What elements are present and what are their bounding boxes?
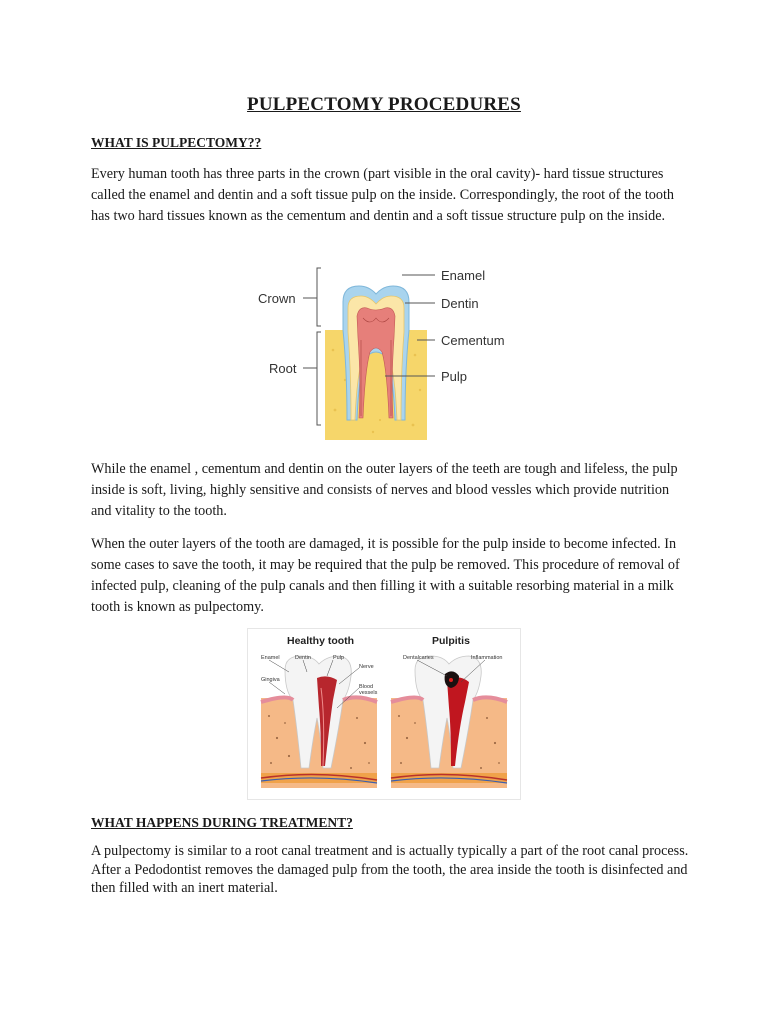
dentin-small-label: Dentin [295,655,311,661]
pulp-small-label: Pulp [333,655,345,661]
paragraph-tooth-parts: Every human tooth has three parts in the crown (part visible in the oral cavity)- hard tissue structures called the enamel and dentin and a soft tissue pulp on the inside. Correspondingly, the root of the tooth has two hard tissues known as the cementum and dentin and a soft tissue structure pulp on the inside. [91,166,675,224]
inflammation-label: Inflammation [471,655,503,661]
gingiva-label: Gingiva [261,677,280,683]
cementum-label: Cementum [441,333,505,348]
dentin-label: Dentin [441,296,479,311]
healthy-tooth-title: Healthy tooth [287,635,355,647]
blood-vessels-label-line2: vessels [359,690,378,696]
pulpitis-title: Pulpitis [432,635,470,647]
pulp-label: Pulp [441,369,468,384]
section-heading-what-is-pulpectomy: WHAT IS PULPECTOMY?? [91,135,262,150]
crown-label: Crown [258,291,296,306]
healthy-vs-pulpitis-figure [247,628,521,800]
dental-caries-label: Dentalcaries [403,655,434,661]
root-label: Root [269,361,297,376]
paragraph-infection: When the outer layers of the tooth are damaged, it is possible for the pulp inside to become infected. In some cases to save the tooth, it may be required that the pulp be removed. This procedure of removal of infected pulp, cleaning of the pulp canals and then filling it with a suitable resorbing material in a milk tooth is known as pulpectomy. [91,536,680,615]
page-title: PULPECTOMY PROCEDURES [247,94,521,115]
enamel-small-label: Enamel [261,655,280,661]
paragraph-treatment: A pulpectomy is similar to a root canal treatment and is actually typically a part of the root canal process. After a Pedodontist removes the damaged pulp from the tooth, the area inside the tooth is disinfected and then filled with an inert material. [91,843,689,896]
tooth-anatomy-figure [255,260,525,445]
section-heading-treatment: WHAT HAPPENS DURING TREATMENT? [91,815,353,830]
paragraph-pulp-description: While the enamel , cementum and dentin on the outer layers of the teeth are tough and lifeless, the pulp inside is soft, living, highly sensitive and consists of nerves and blood vessles which provide nutrition and vitality to the tooth. [91,461,678,519]
nerve-label: Nerve [359,664,374,670]
enamel-label: Enamel [441,268,486,283]
blood-vessels-label-line1: Blood [359,684,374,690]
